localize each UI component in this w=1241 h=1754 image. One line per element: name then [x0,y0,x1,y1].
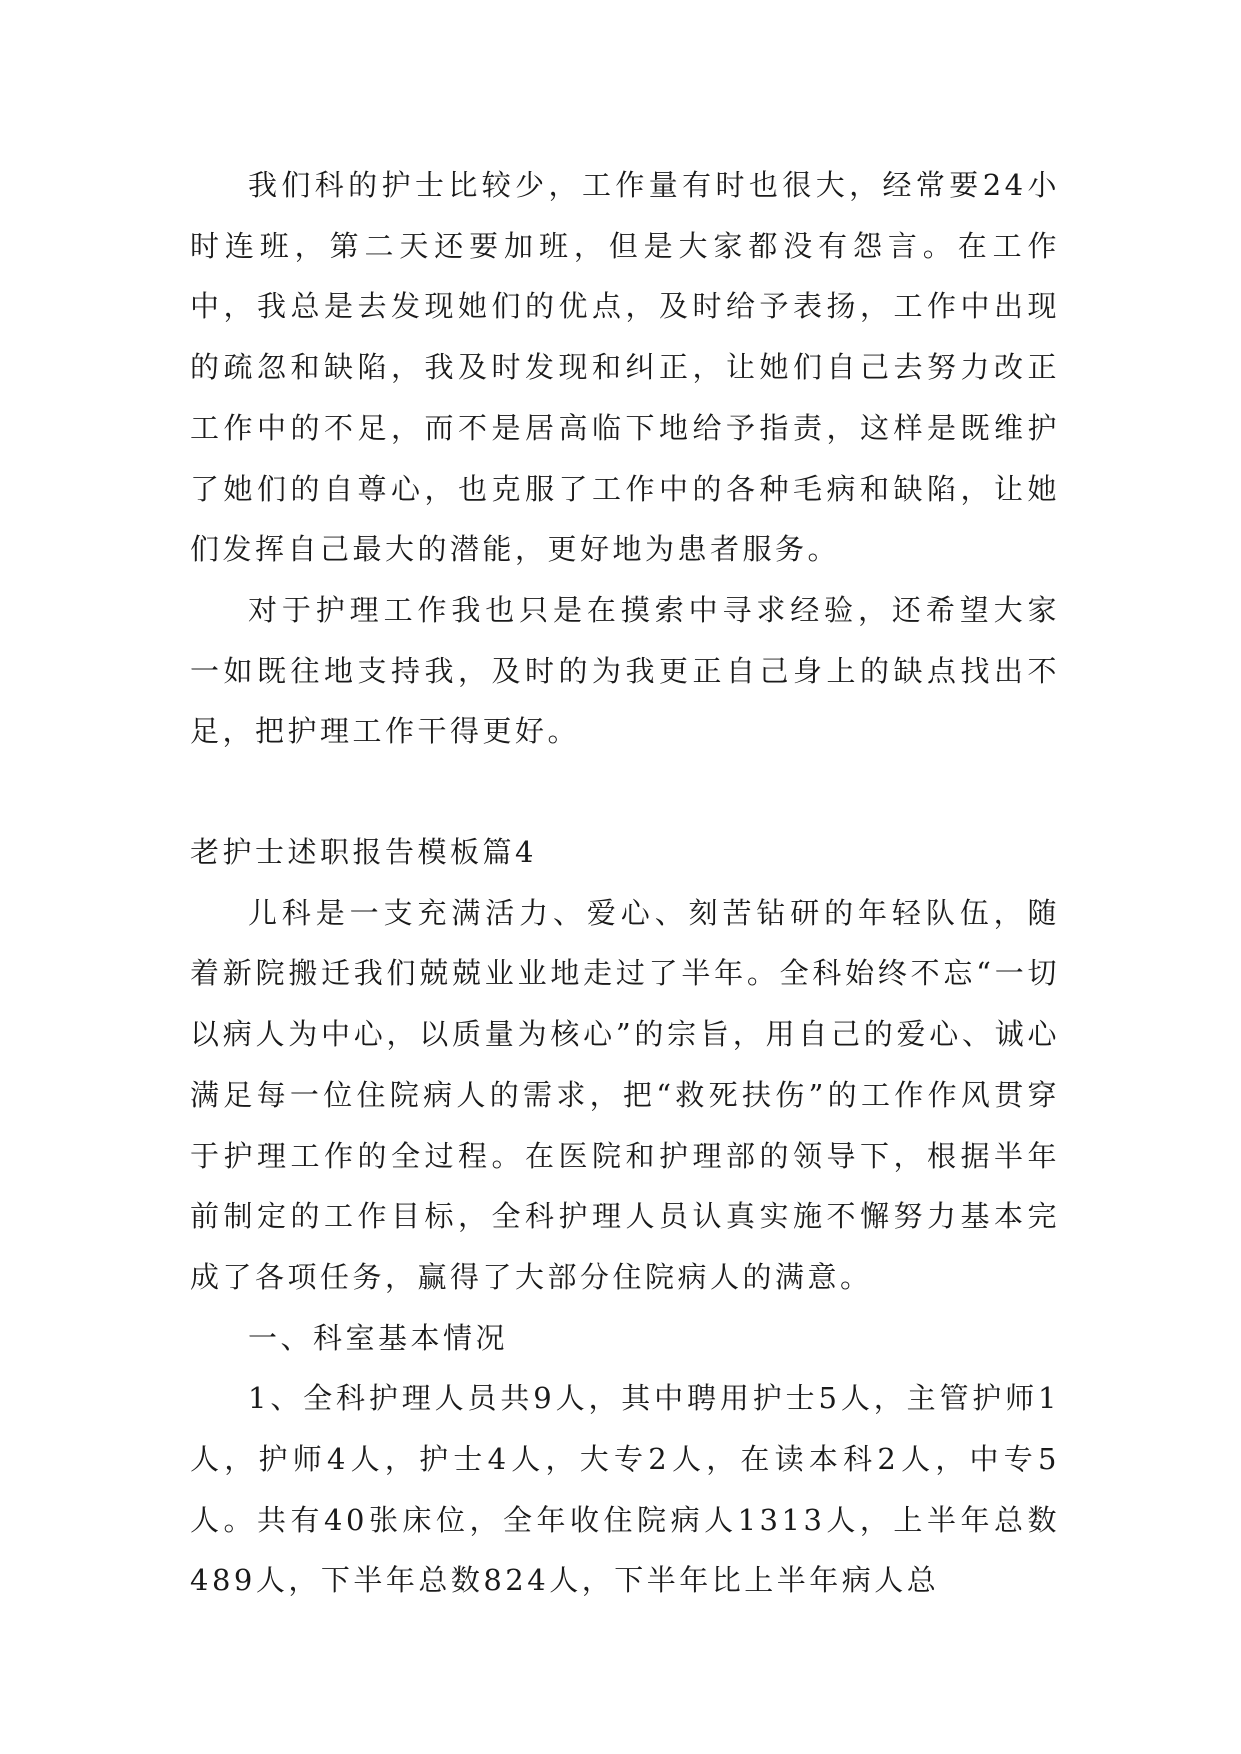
subheading-department-overview: 一、科室基本情况 [248,1320,509,1355]
paragraph-staff-statistics: 1、全科护理人员共9人，其中聘用护士5人，主管护师1人，护师4人，护士4人，大专2人，在读本科2人，中专5人。共有40张床位，全年收住院病人1313人，上半年总数489人，下半年总数824人，下半年比上半年病人总 [190,1381,1060,1598]
paragraph-closing-request: 对于护理工作我也只是在摸索中寻求经验，还希望大家一如既往地支持我，及时的为我更正自己身上的缺点找出不足，把护理工作干得更好。 [190,592,1060,749]
paragraph-pediatrics-intro: 儿科是一支充满活力、爱心、刻苦钻研的年轻队伍，随着新院搬迁我们兢兢业业地走过了半年。全科始终不忘“一切以病人为中心，以质量为核心”的宗旨，用自己的爱心、诚心满足每一位住院病人的需求，把“救死扶伤”的工作作风贯穿于护理工作的全过程。在医院和护理部的领导下，根据半年前制定的工作目标，全科护理人员认真实施不懈努力基本完成了各项任务，赢得了大部分住院病人的满意。 [190,895,1060,1294]
paragraph-nurse-workload: 我们科的护士比较少，工作量有时也很大，经常要24小时连班，第二天还要加班，但是大家都没有怨言。在工作中，我总是去发现她们的优点，及时给予表扬，工作中出现的疏忽和缺陷，我及时发现和纠正，让她们自己去努力改正工作中的不足，而不是居高临下地给予指责，这样是既维护了她们的自尊心，也克服了工作中的各种毛病和缺陷，让她们发挥自己最大的潜能，更好地为患者服务。 [190,168,1060,567]
section-title: 老护士述职报告模板篇4 [190,835,537,870]
document-page [190,155,1060,1611]
